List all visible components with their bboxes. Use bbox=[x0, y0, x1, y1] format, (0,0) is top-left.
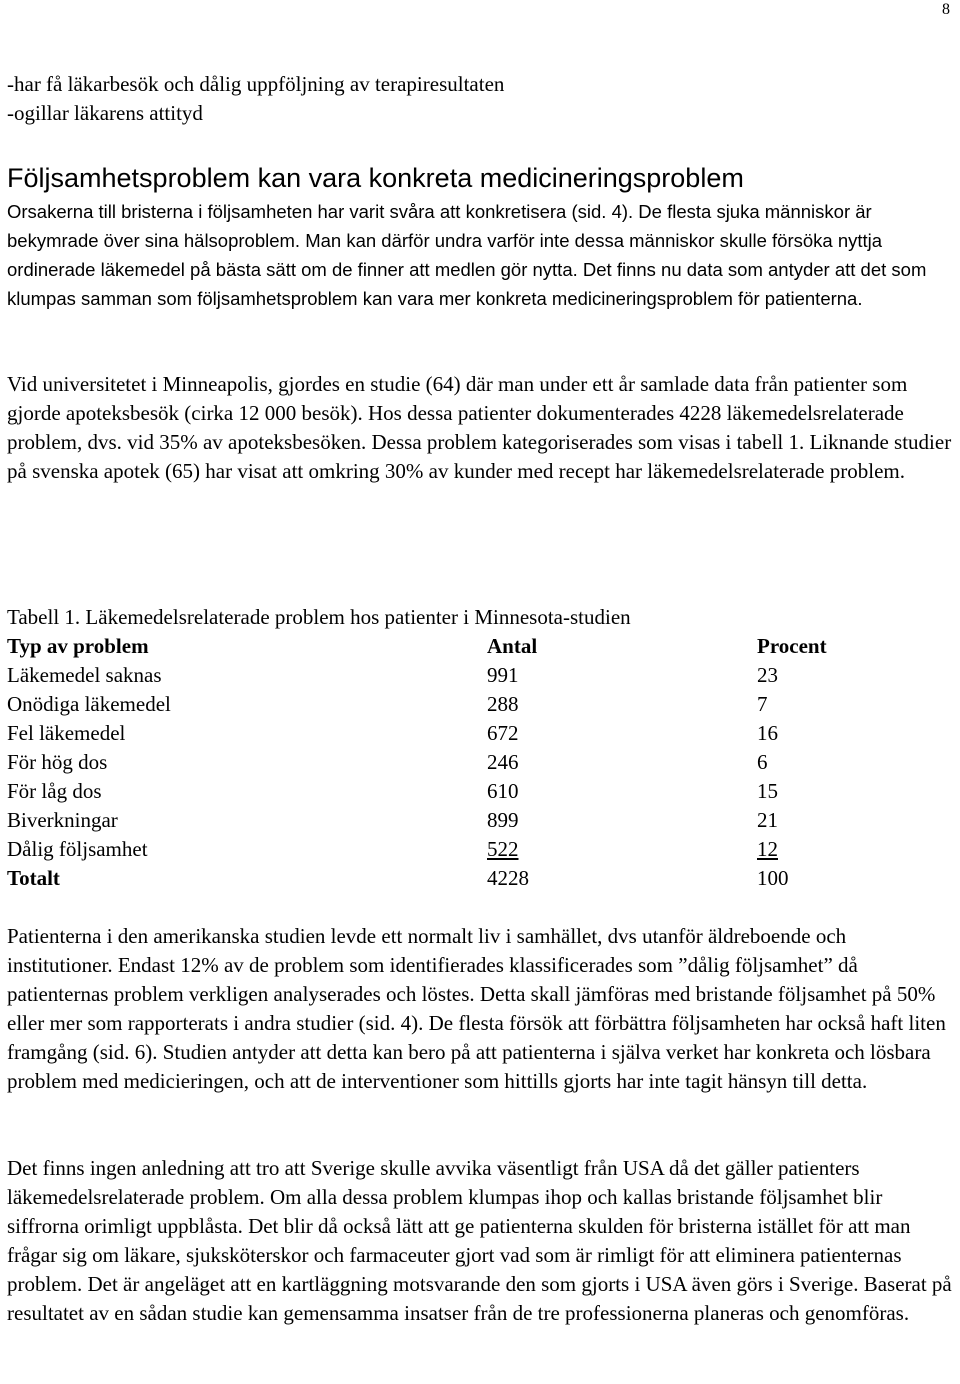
section-heading: Följsamhetsproblem kan vara konkreta medicineringsproblem bbox=[7, 163, 744, 193]
cell-count: 899 bbox=[487, 808, 519, 832]
cell-count: 672 bbox=[487, 721, 519, 745]
total-percent: 100 bbox=[757, 866, 789, 890]
cell-percent: 23 bbox=[757, 663, 778, 687]
cell-count: 288 bbox=[487, 692, 519, 716]
table-row bbox=[7, 835, 907, 864]
cell-type: Onödiga läkemedel bbox=[7, 692, 171, 716]
cell-percent: 21 bbox=[757, 808, 778, 832]
cell-percent: 7 bbox=[757, 692, 768, 716]
cell-type: För låg dos bbox=[7, 779, 102, 803]
paragraph-after-table: Patienterna i den amerikanska studien levde ett normalt liv i samhället, dvs utanför äldreboende och institutioner. Endast 12% av de problem som identifierades klassificerades som ”dålig följsamhet” då patienternas problem verkligen analyserades och löstes. Detta skall jämföras med bristande följsamhet på 50% eller mer som rapporterats i andra studier (sid. 4). De flesta försök att förbättra följsamheten har också haft liten framgång (sid. 6). Studien antyder att detta kan bero på att patienterna i själva verket har konkreta och lösbara problem med medicieringen, och att de interventioner som hittills gjorts har inte tagit hänsyn till detta. bbox=[7, 924, 946, 1093]
intro-line: -har få läkarbesök och dålig uppföljning av terapiresultaten bbox=[7, 72, 505, 96]
cell-count-value: 522 bbox=[487, 837, 519, 861]
table-caption: Tabell 1. Läkemedelsrelaterade problem hos patienter i Minnesota-studien bbox=[7, 605, 631, 629]
table-row bbox=[7, 806, 907, 835]
column-header-count: Antal bbox=[487, 634, 538, 658]
table-header-row bbox=[7, 632, 907, 661]
cell-percent bbox=[757, 835, 907, 864]
page-number: 8 bbox=[942, 1, 950, 18]
cell-count: 610 bbox=[487, 779, 519, 803]
minneapolis-paragraph: Vid universitetet i Minneapolis, gjordes en studie (64) där man under ett år samlade data från patienter som gjorde apoteksbesök (cirka 12 000 besök). Hos dessa patienter dokumenterades 4228 läkemedelsrelaterade problem, dvs. vid 35% av apoteksbesöken. Dessa problem kategoriserades som visas i tabell 1. Liknande studier på svenska apotek (65) har visat att omkring 30% av kunder med recept har läkemedelsrelaterade problem. bbox=[7, 372, 952, 483]
column-header-type: Typ av problem bbox=[7, 634, 149, 658]
table-row bbox=[7, 719, 907, 748]
table-row bbox=[7, 690, 907, 719]
cell-type: Fel läkemedel bbox=[7, 721, 126, 745]
total-label: Totalt bbox=[7, 866, 60, 890]
table-row bbox=[7, 777, 907, 806]
section-paragraph: Orsakerna till bristerna i följsamheten har varit svåra att konkretisera (sid. 4). De flesta sjuka människor är bekymrade över sina hälsoproblem. Man kan därför undra varför inte dessa människor skulle försöka nyttja ordinerade läkemedel på bästa sätt om de finner att medlen gör nytta. Det finns nu data som antyder att det som klumpas samman som följsamhetsproblem kan vara mer konkreta medicineringsproblem för patienterna. bbox=[7, 201, 927, 309]
table-row bbox=[7, 661, 907, 690]
cell-type: Dålig följsamhet bbox=[7, 837, 148, 861]
cell-percent: 6 bbox=[757, 750, 768, 774]
column-header-percent: Procent bbox=[757, 634, 827, 658]
table-total-row bbox=[7, 864, 907, 893]
intro-line: -ogillar läkarens attityd bbox=[7, 101, 203, 125]
final-paragraph: Det finns ingen anledning att tro att Sverige skulle avvika väsentligt från USA då det gäller patienters läkemedelsrelaterade problem. Om alla dessa problem klumpas ihop och kallas bristande följsamhet blir siffrorna orimligt uppblåsta. Det blir då också lätt att ge patienterna skulden för bristerna istället för att man frågar sig om läkare, sjuksköterskor och farmaceuter gjort vad som är rimligt för att eliminera patienternas problem. Det är angeläget att en kartläggning motsvarande den som gjorts i USA även görs i Sverige. Baserat på resultatet av en sådan studie kan gemensamma insatser från de tre professionerna planeras och genomföras. bbox=[7, 1156, 952, 1325]
cell-type: Läkemedel saknas bbox=[7, 663, 162, 687]
cell-percent-value: 12 bbox=[757, 837, 778, 861]
cell-type: Biverkningar bbox=[7, 808, 118, 832]
table-row bbox=[7, 748, 907, 777]
cell-count bbox=[487, 835, 757, 864]
cell-count: 246 bbox=[487, 750, 519, 774]
cell-type: För hög dos bbox=[7, 750, 108, 774]
total-count: 4228 bbox=[487, 866, 529, 890]
cell-count: 991 bbox=[487, 663, 519, 687]
cell-percent: 15 bbox=[757, 779, 778, 803]
intro-list bbox=[7, 70, 952, 128]
cell-percent: 16 bbox=[757, 721, 778, 745]
problems-table bbox=[7, 632, 907, 893]
